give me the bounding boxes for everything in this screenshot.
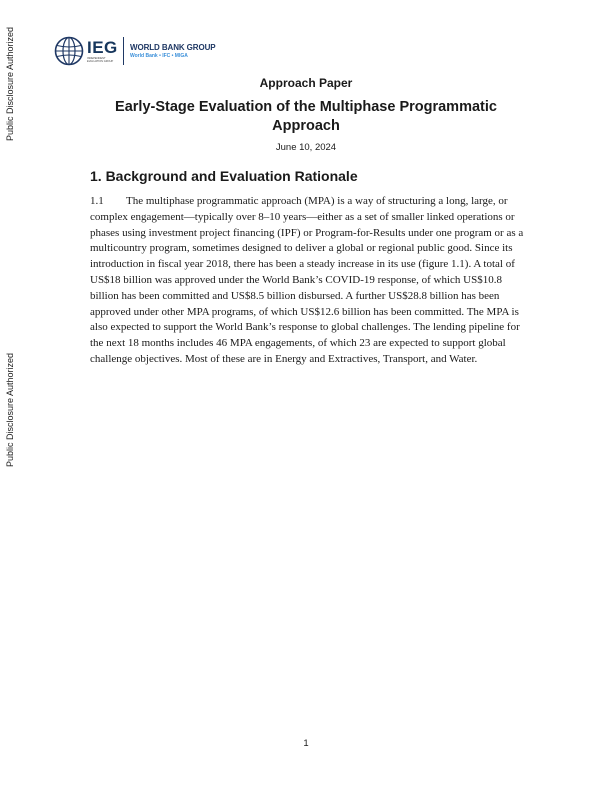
document-date: June 10, 2024 bbox=[275, 142, 337, 153]
paper-type: Approach Paper bbox=[259, 76, 353, 90]
paragraph-1-1 bbox=[90, 194, 530, 368]
globe-icon bbox=[54, 36, 84, 66]
ieg-wbg-logo bbox=[54, 35, 216, 67]
ieg-subtitle: INDEPENDENT EVALUATION GROUP bbox=[87, 57, 114, 63]
paragraph-number: 1.1 bbox=[90, 195, 104, 207]
disclosure-label-middle: Public Disclosure Authorized bbox=[5, 352, 15, 468]
section-heading: 1. Background and Evaluation Rationale bbox=[90, 168, 358, 184]
paragraph-text: The multiphase programmatic approach (MPA) is a way of structuring a long, large, or complex engagement—typically over 8–10 years—either as a set of smaller linked operations or phases using investment project financing (IPF) or Program-for-Results under one program or as a multicountry program, sometimes designed to deliver a global or regional public good. Since its introduction in fiscal year 2018, there has been a steady increase in its use (figure 1.1). A total of US$18 billion was approved under the World Bank’s COVID-19 response, of which US$10.8 billion has been committed and US$8.5 billion disbursed. A further US$28.8 billion has been approved under other MPA programs, of which US$12.6 billion has been committed. The MPA is also expected to support the World Bank’s response to global challenges. The lending pipeline for the next 18 months includes 46 MPA engagements, of which 23 are expected to support global challenge objectives. Most of these are in Energy and Extractives, Transport, and Water. bbox=[90, 195, 524, 365]
ieg-wordmark: IEG bbox=[87, 38, 118, 57]
page-number: 1 bbox=[303, 738, 309, 749]
wbg-members: World Bank • IFC • MIGA bbox=[130, 53, 188, 59]
logo-divider bbox=[123, 37, 124, 65]
disclosure-label-top: Public Disclosure Authorized bbox=[5, 26, 15, 142]
wbg-name: WORLD BANK GROUP bbox=[130, 43, 216, 52]
page-title: Early-Stage Evaluation of the Multiphase Programmatic Approach bbox=[115, 99, 497, 134]
